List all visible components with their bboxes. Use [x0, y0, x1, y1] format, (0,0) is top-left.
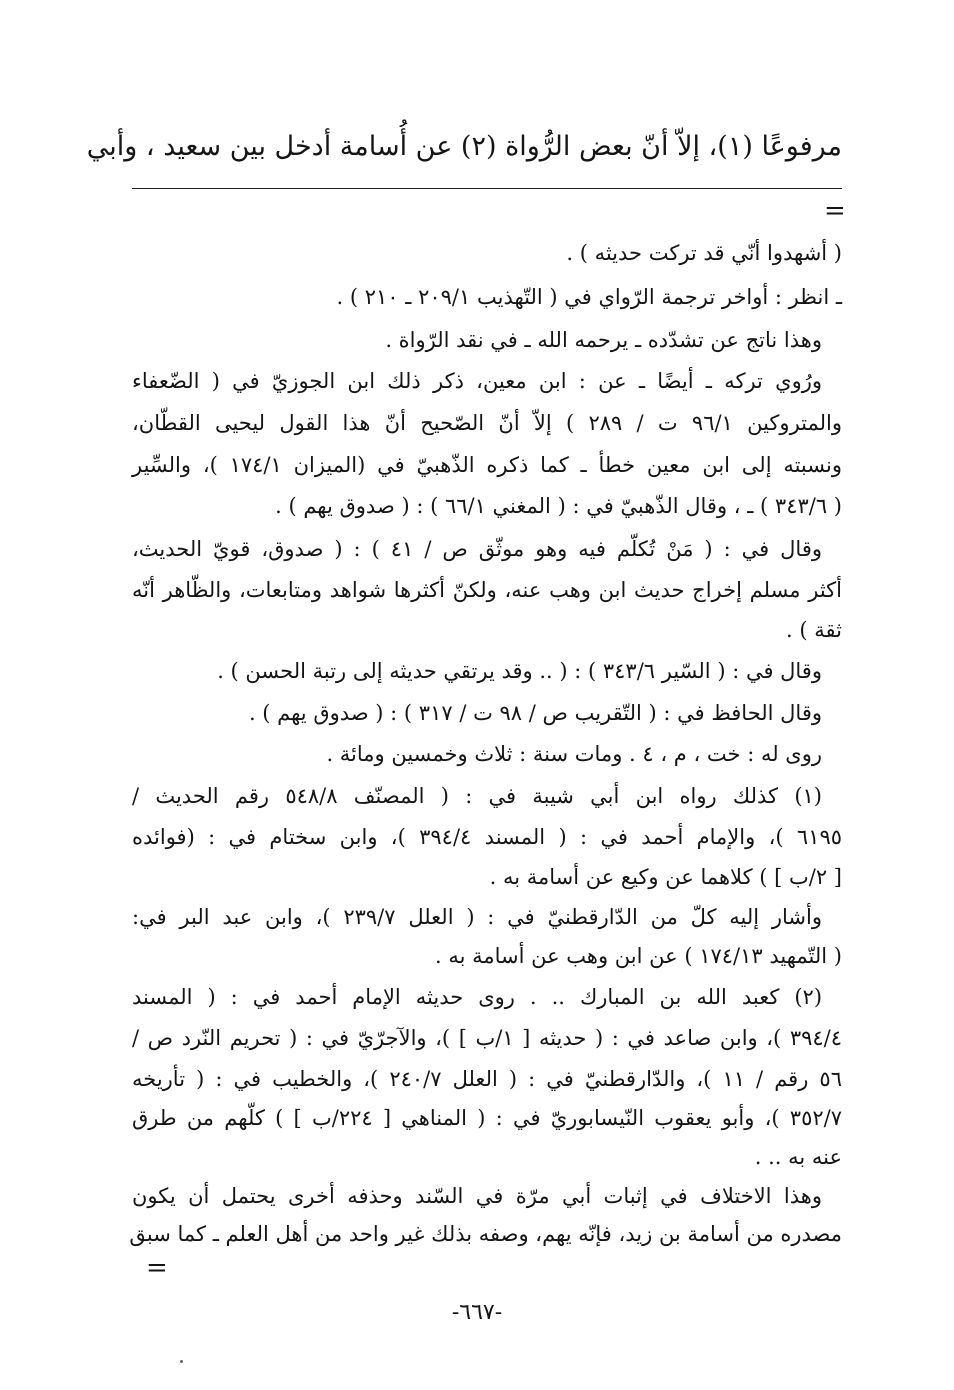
footnote-line: ٣٥٢/٧ )، وأبو يعقوب النّيسابوريّ في : ( المناهي [ ٢٢٤/ب ] ) كلّهم من طرق — [132, 1106, 842, 1130]
footnote-line: وقال الحافظ في : ( التّقريب ص / ٩٨ ت / ٣١٧ ) : ( صدوق يهم ) . — [248, 701, 822, 725]
page-number: -٦٦٧- — [451, 1300, 503, 1325]
footnote-line: [ ٢/ب ] ) كلاهما عن وكيع عن أسامة به . — [489, 865, 842, 889]
footnote-line: عنه به .. . — [754, 1145, 842, 1169]
footnote-line: ( ٣٤٣/٦ ) ـ ، وقال الذّهبيّ في : ( المغني ٦٦/١ ) : ( صدوق يهم ) . — [275, 494, 842, 518]
footnote-line: وأشار إليه كلّ من الدّارقطنيّ في : ( العلل ٢٣٩/٧ )، وابن عبد البر في: — [132, 905, 822, 929]
footnote-line: ونسبته إلى ابن معين خطأ ـ كما ذكره الذّهبيّ في (الميزان ١٧٤/١ )، والسِّير — [132, 453, 842, 477]
footnote-line: وهذا الاختلاف في إثبات أبي مرّة في السّند وحذفه أخرى يحتمل أن يكون — [132, 1184, 822, 1208]
footnote-line: ٣٩٤/٤ )، وابن صاعد في : ( حديثه [ ١/ب ] )، والآجرّيّ في : ( تحريم النّرد ص / — [132, 1026, 843, 1050]
footnote-line: وقال في : ( السّير ٣٤٣/٦ ) : ( .. وقد يرتقي حديثه إلى رتبة الحسن ) . — [217, 659, 822, 683]
footnote-line: وهذا ناتج عن تشدّده ـ يرحمه الله ـ في نقد الرّواة . — [385, 328, 822, 352]
footnote-line: ( التّمهيد ١٧٤/١٣ ) عن ابن وهب عن أسامة به . — [434, 944, 842, 968]
footnote-line: ورُوي تركه ـ أيضًا ـ عن : ابن معين، ذكر ذلك ابن الجوزيّ في ( الضّعفاء — [132, 369, 822, 393]
main-text-line: مرفوعًا (١)، إلاّ أنّ بعض الرُّواة (٢) عن أُسامة أدخل بين سعيد ، وأبي — [86, 131, 842, 162]
footnote-separator — [132, 188, 842, 189]
footnote-line: روى له : خت ، م ، ٤ . ومات سنة : ثلاث وخمسين ومائة . — [326, 742, 822, 766]
footnote-line: ( أشهدوا أنّي قد تركت حديثه ) . — [566, 241, 842, 265]
footnote-line: ثقة ) . — [786, 618, 842, 642]
footnote-line: ـ انظر : أواخر ترجمة الرّواي في ( التّهذيب ٢٠٩/١ ـ ٢١٠ ) . — [336, 285, 842, 309]
end-continuation-marker: = — [146, 1253, 168, 1283]
footnote-line: (٢) كعبد الله بن المبارك .. . روى حديثه الإمام أحمد في : ( المسند — [132, 985, 823, 1009]
footnote-line: أكثر مسلم إخراج حديث ابن وهب عنه، ولكنّ أكثرها شواهد ومتابعات، والظّاهر أنّه — [132, 578, 842, 602]
continuation-marker: = — [824, 196, 846, 226]
footnote-line: ٦١٩٥ )، والإمام أحمد في : ( المسند ٣٩٤/٤ )، وابن سختام في : (فوائده — [132, 825, 843, 849]
footnote-line: (١) كذلك رواه ابن أبي شيبة في : ( المصنّف ٥٤٨/٨ رقم الحديث / — [132, 784, 822, 808]
footnote-line: والمتروكين ٩٦/١ ت / ٢٨٩ ) إلاّ أنّ الصّحيح أنّ هذا القول ليحيى القطّان، — [132, 411, 843, 435]
footnote-line: وقال في : ( مَنْ تُكلّم فيه وهو موثّق ص / ٤١ ) : ( صدوق، قويّ الحديث، — [132, 537, 823, 561]
scan-speck — [180, 1360, 183, 1363]
footnote-line: مصدره من أسامة بن زيد، فإنّه يهم، وصفه بذلك غير واحد من أهل العلم ـ كما سبق — [129, 1222, 842, 1246]
footnote-line: ٥٦ رقم / ١١ )، والدّارقطنيّ في : ( العلل ٢٤٠/٧ )، والخطيب في : ( تأريخه — [132, 1067, 842, 1091]
